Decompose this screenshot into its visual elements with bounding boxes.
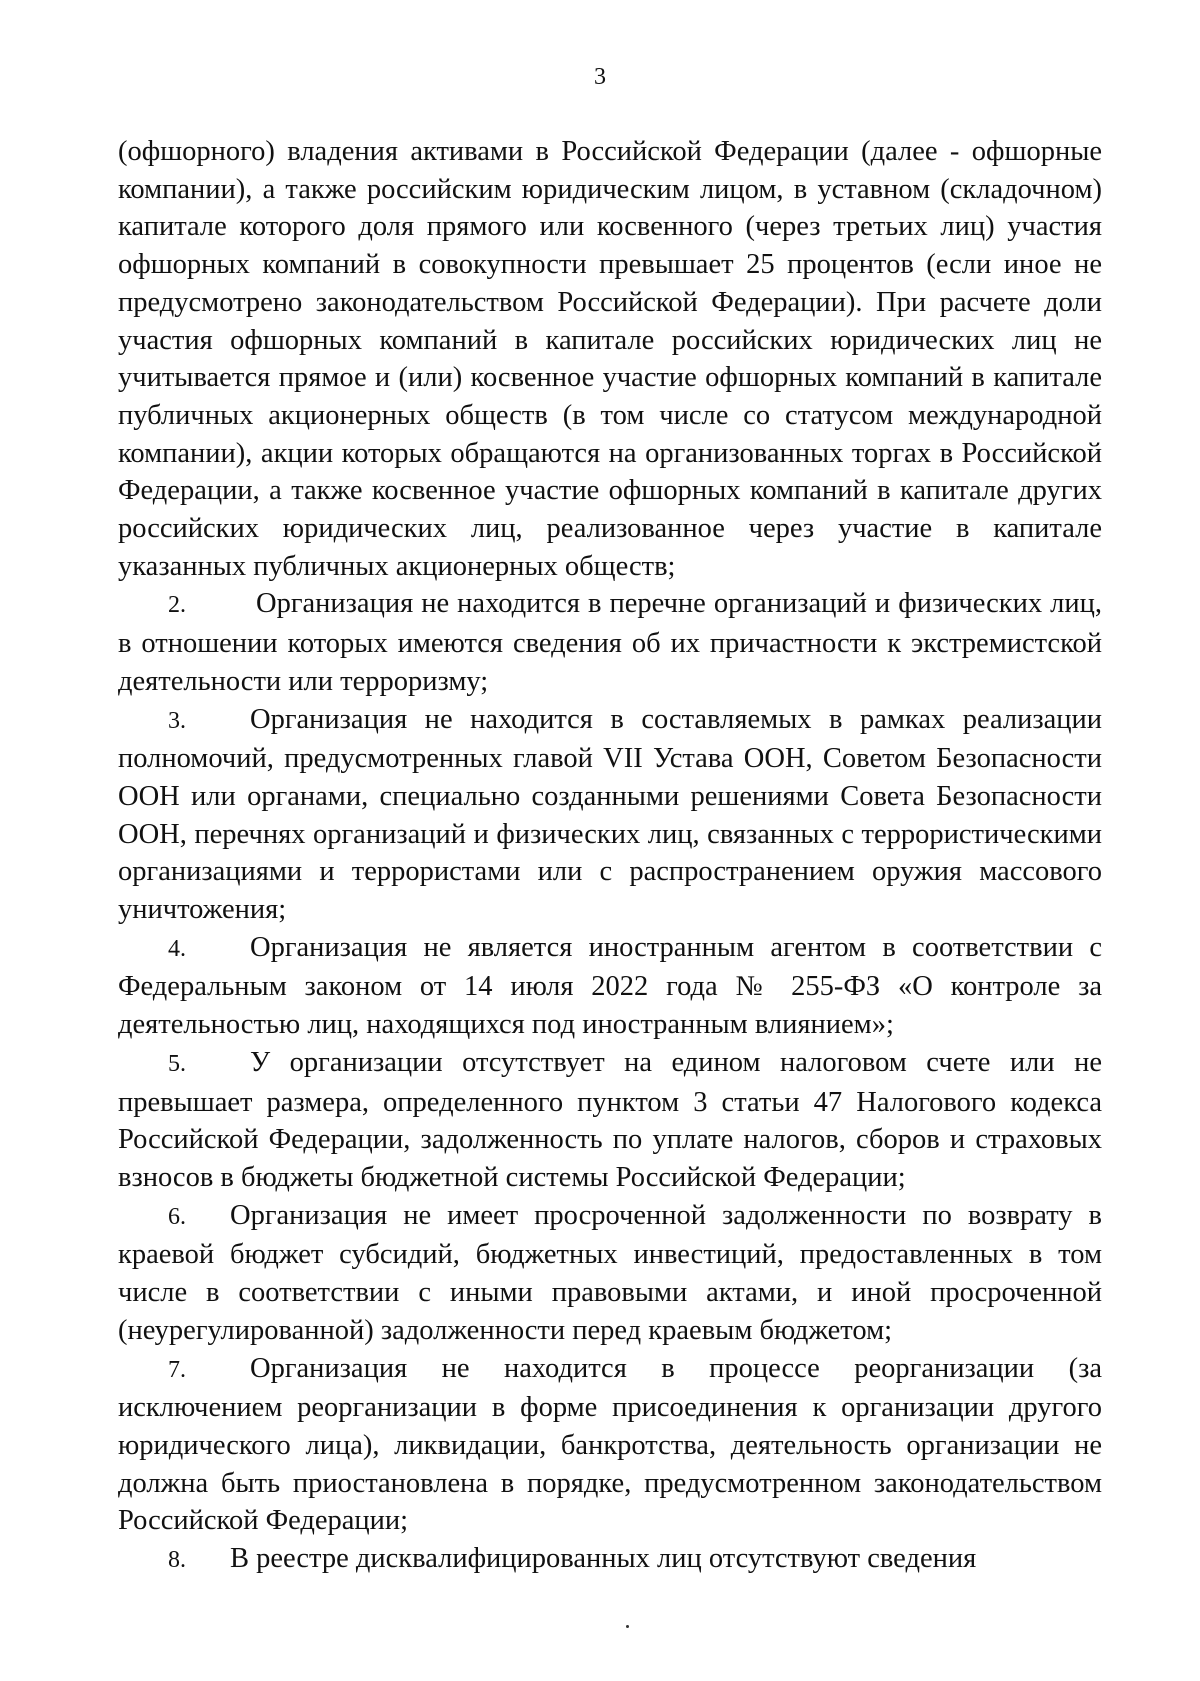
intro-paragraph: (офшорного) владения активами в Российской Федерации (далее - офшорные компании), а также российским юридическим лицом, в уставном (складочном) капитале которого доля прямого или косвенного (через третьих лиц) участия офшорных компаний в совокупности превышает 25 процентов (если иное не предусмотрено законодательством Российской Федерации). При расчете доли участия офшорных компаний в капитале российских юридических лиц не учитывается прямое и (или) косвенное участие офшорных компаний в капитале публичных акционерных обществ (в том числе со статусом международной компании), акции которых обращаются на организованных торгах в Российской Федерации, а также косвенное участие офшорных компаний в капитале других российских юридических лиц, реализованное через участие в капитале указанных публичных акционерных обществ; (118, 136, 1102, 582)
list-item-text: Организация не находится в составляемых в рамках реализации полномочий, предусмотренных главой VII Устава ООН, Советом Безопасности ООН или органами, специально созданными решениями Совета Безопасности ООН, перечнях организаций и физических лиц, связанных с террористическими организациями и террористами или с распространением оружия массового уничтожения; (118, 703, 1102, 926)
list-item (118, 701, 1102, 929)
list-item-number: 7. (168, 1356, 186, 1383)
list-item (118, 1044, 1102, 1197)
list-item-text: У организации отсутствует на едином налоговом счете или не превышает размера, определенного пунктом 3 статьи 47 Налогового кодекса Российской Федерации, задолженность по уплате налогов, сборов и страховых взносов в бюджеты бюджетной системы Российской Федерации; (118, 1046, 1102, 1193)
list-item (118, 929, 1102, 1044)
list-item-number: 3. (168, 707, 186, 734)
list-item-text: Организация не находится в перечне организаций и физических лиц, в отношении которых имеются сведения об их причастности к экстремистской деятельности или терроризму; (118, 588, 1102, 697)
list-item (118, 1540, 1102, 1580)
list-item-number: 6. (168, 1203, 186, 1230)
list-item (118, 585, 1102, 700)
list-item (118, 1197, 1102, 1350)
list-item-text: Организация не имеет просроченной задолженности по возврату в краевой бюджет субсидий, бюджетных инвестиций, предоставленных в том числе в соответствии с иными правовыми актами, и иной просроченной (неурегулированной) задолженности перед краевым бюджетом; (118, 1199, 1102, 1346)
document-body (118, 133, 1102, 1580)
list-item-number: 5. (168, 1050, 186, 1077)
list-item (118, 1350, 1102, 1541)
list-item-number: 8. (168, 1547, 186, 1574)
scan-speck (626, 1625, 629, 1628)
list-item-text: Организация не является иностранным агентом в соответствии с Федеральным законом от 14 июля 2022 года № 255-ФЗ «О контроле за деятельностью лиц, находящихся под иностранным влиянием»; (118, 931, 1102, 1041)
page-number: 3 (594, 64, 606, 90)
list-item-number: 2. (168, 592, 186, 619)
list-item-text: В реестре дисквалифицированных лиц отсутствуют сведения (230, 1543, 977, 1575)
list-item-number: 4. (168, 935, 186, 962)
list-item-text: Организация не находится в процессе реорганизации (за исключением реорганизации в форме присоединения к организации другого юридического лица), ликвидации, банкротства, деятельность организации не должна быть приостановлена в порядке, предусмотренном законодательством Российской Федерации; (118, 1352, 1102, 1537)
